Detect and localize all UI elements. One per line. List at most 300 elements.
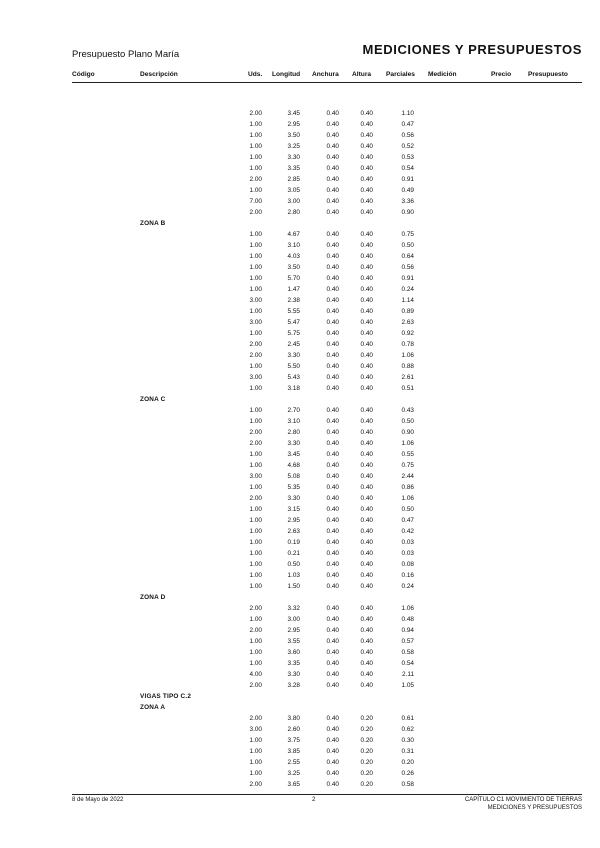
cell-anchura: 0.40 xyxy=(326,572,339,579)
cell-anchura: 0.40 xyxy=(326,264,339,271)
cell-longitud: 5.43 xyxy=(287,374,300,381)
section-label: ZONA A xyxy=(140,704,166,711)
cell-anchura: 0.40 xyxy=(326,737,339,744)
cell-anchura: 0.40 xyxy=(326,187,339,194)
table-row xyxy=(0,185,600,196)
cell-parciales: 0.47 xyxy=(401,517,414,524)
cell-altura: 0.40 xyxy=(360,110,373,117)
table-row xyxy=(0,262,600,273)
table-row xyxy=(0,152,600,163)
table-row xyxy=(0,416,600,427)
table-row xyxy=(0,174,600,185)
cell-altura: 0.40 xyxy=(360,330,373,337)
measurement-table xyxy=(0,97,600,790)
cell-uds: 2.00 xyxy=(249,352,262,359)
cell-longitud: 3.00 xyxy=(287,198,300,205)
cell-parciales: 1.06 xyxy=(401,605,414,612)
cell-altura: 0.40 xyxy=(360,297,373,304)
cell-uds: 1.00 xyxy=(249,649,262,656)
cell-longitud: 5.75 xyxy=(287,330,300,337)
table-row xyxy=(0,108,600,119)
cell-altura: 0.40 xyxy=(360,132,373,139)
cell-anchura: 0.40 xyxy=(326,715,339,722)
cell-parciales: 0.50 xyxy=(401,506,414,513)
cell-altura: 0.40 xyxy=(360,671,373,678)
cell-altura: 0.40 xyxy=(360,187,373,194)
cell-longitud: 3.50 xyxy=(287,264,300,271)
cell-altura: 0.40 xyxy=(360,583,373,590)
cell-parciales: 0.91 xyxy=(401,176,414,183)
cell-parciales: 0.78 xyxy=(401,341,414,348)
footer-divider xyxy=(72,794,582,795)
table-row xyxy=(0,768,600,779)
cell-uds: 1.00 xyxy=(249,572,262,579)
cell-uds: 1.00 xyxy=(249,660,262,667)
table-row xyxy=(0,361,600,372)
cell-uds: 1.00 xyxy=(249,462,262,469)
table-row xyxy=(0,273,600,284)
cell-parciales: 2.44 xyxy=(401,473,414,480)
cell-parciales: 0.43 xyxy=(401,407,414,414)
cell-uds: 1.00 xyxy=(249,154,262,161)
table-row xyxy=(0,504,600,515)
cell-anchura: 0.40 xyxy=(326,638,339,645)
cell-longitud: 3.30 xyxy=(287,671,300,678)
cell-anchura: 0.40 xyxy=(326,143,339,150)
table-row xyxy=(0,427,600,438)
cell-altura: 0.40 xyxy=(360,231,373,238)
cell-parciales: 2.63 xyxy=(401,319,414,326)
cell-anchura: 0.40 xyxy=(326,561,339,568)
table-row xyxy=(0,141,600,152)
cell-longitud: 3.85 xyxy=(287,748,300,755)
cell-longitud: 0.19 xyxy=(287,539,300,546)
cell-uds: 1.00 xyxy=(249,528,262,535)
cell-longitud: 3.18 xyxy=(287,385,300,392)
cell-longitud: 2.70 xyxy=(287,407,300,414)
table-row xyxy=(0,207,600,218)
cell-anchura: 0.40 xyxy=(326,198,339,205)
cell-longitud: 3.00 xyxy=(287,616,300,623)
column-header-uds: Uds. xyxy=(248,71,263,78)
cell-longitud: 2.95 xyxy=(287,121,300,128)
cell-longitud: 1.50 xyxy=(287,583,300,590)
cell-uds: 1.00 xyxy=(249,506,262,513)
cell-altura: 0.20 xyxy=(360,748,373,755)
cell-longitud: 3.28 xyxy=(287,682,300,689)
cell-altura: 0.20 xyxy=(360,715,373,722)
cell-parciales: 1.05 xyxy=(401,682,414,689)
cell-anchura: 0.40 xyxy=(326,341,339,348)
cell-uds: 2.00 xyxy=(249,605,262,612)
cell-anchura: 0.40 xyxy=(326,605,339,612)
cell-uds: 1.00 xyxy=(249,451,262,458)
cell-parciales: 0.57 xyxy=(401,638,414,645)
cell-altura: 0.20 xyxy=(360,770,373,777)
cell-altura: 0.20 xyxy=(360,726,373,733)
cell-anchura: 0.40 xyxy=(326,374,339,381)
column-header-longitud: Longitud xyxy=(272,71,301,78)
cell-longitud: 3.25 xyxy=(287,143,300,150)
cell-parciales: 0.56 xyxy=(401,264,414,271)
cell-parciales: 0.75 xyxy=(401,462,414,469)
table-row xyxy=(0,130,600,141)
cell-parciales: 0.90 xyxy=(401,209,414,216)
section-row xyxy=(0,702,600,713)
table-row xyxy=(0,119,600,130)
table-row xyxy=(0,647,600,658)
section-label: VIGAS TIPO C.2 xyxy=(140,693,192,700)
cell-longitud: 3.30 xyxy=(287,495,300,502)
footer-date: 8 de Mayo de 2022 xyxy=(72,797,124,803)
cell-altura: 0.40 xyxy=(360,121,373,128)
cell-uds: 1.00 xyxy=(249,308,262,315)
cell-parciales: 0.03 xyxy=(401,539,414,546)
cell-altura: 0.40 xyxy=(360,495,373,502)
footer-chapter xyxy=(465,797,582,812)
cell-anchura: 0.40 xyxy=(326,451,339,458)
cell-anchura: 0.40 xyxy=(326,726,339,733)
cell-longitud: 3.75 xyxy=(287,737,300,744)
cell-uds: 1.00 xyxy=(249,418,262,425)
cell-uds: 2.00 xyxy=(249,440,262,447)
cell-uds: 1.00 xyxy=(249,385,262,392)
cell-parciales: 1.10 xyxy=(401,110,414,117)
cell-parciales: 0.54 xyxy=(401,165,414,172)
cell-parciales: 0.56 xyxy=(401,132,414,139)
column-header-descripcion: Descripción xyxy=(140,71,178,78)
cell-anchura: 0.40 xyxy=(326,660,339,667)
cell-altura: 0.40 xyxy=(360,209,373,216)
cell-anchura: 0.40 xyxy=(326,517,339,524)
cell-uds: 1.00 xyxy=(249,517,262,524)
cell-parciales: 2.11 xyxy=(402,671,414,678)
cell-altura: 0.40 xyxy=(360,319,373,326)
cell-parciales: 0.24 xyxy=(401,583,414,590)
cell-uds: 2.00 xyxy=(249,495,262,502)
table-row xyxy=(0,163,600,174)
cell-longitud: 3.05 xyxy=(287,187,300,194)
cell-anchura: 0.40 xyxy=(326,627,339,634)
cell-altura: 0.40 xyxy=(360,385,373,392)
cell-parciales: 3.36 xyxy=(401,198,414,205)
table-row xyxy=(0,537,600,548)
cell-parciales: 0.86 xyxy=(401,484,414,491)
cell-uds: 7.00 xyxy=(249,198,262,205)
cell-anchura: 0.40 xyxy=(326,121,339,128)
column-header-medicion: Medición xyxy=(428,71,457,78)
cell-uds: 2.00 xyxy=(249,429,262,436)
cell-altura: 0.40 xyxy=(360,539,373,546)
section-label: ZONA D xyxy=(140,594,166,601)
cell-altura: 0.40 xyxy=(360,165,373,172)
cell-anchura: 0.40 xyxy=(326,286,339,293)
table-row xyxy=(0,438,600,449)
cell-anchura: 0.40 xyxy=(326,649,339,656)
cell-longitud: 3.50 xyxy=(287,132,300,139)
cell-altura: 0.40 xyxy=(360,352,373,359)
cell-parciales: 0.20 xyxy=(401,759,414,766)
cell-parciales: 1.06 xyxy=(401,495,414,502)
table-row xyxy=(0,658,600,669)
cell-altura: 0.40 xyxy=(360,616,373,623)
cell-longitud: 2.55 xyxy=(287,759,300,766)
cell-uds: 1.00 xyxy=(249,165,262,172)
table-row xyxy=(0,757,600,768)
cell-parciales: 0.30 xyxy=(401,737,414,744)
cell-longitud: 3.15 xyxy=(287,506,300,513)
table-row xyxy=(0,339,600,350)
cell-anchura: 0.40 xyxy=(326,429,339,436)
cell-altura: 0.40 xyxy=(360,275,373,282)
cell-altura: 0.40 xyxy=(360,627,373,634)
cell-longitud: 2.95 xyxy=(287,517,300,524)
table-row xyxy=(0,614,600,625)
cell-parciales: 0.26 xyxy=(401,770,414,777)
table-row xyxy=(0,328,600,339)
cell-altura: 0.40 xyxy=(360,242,373,249)
cell-altura: 0.40 xyxy=(360,550,373,557)
cell-uds: 1.00 xyxy=(249,275,262,282)
cell-longitud: 4.68 xyxy=(287,462,300,469)
column-header-codigo: Código xyxy=(72,71,95,78)
cell-uds: 3.00 xyxy=(249,726,262,733)
cell-altura: 0.40 xyxy=(360,374,373,381)
table-row xyxy=(0,383,600,394)
cell-uds: 2.00 xyxy=(249,715,262,722)
cell-altura: 0.40 xyxy=(360,561,373,568)
cell-altura: 0.40 xyxy=(360,484,373,491)
cell-uds: 1.00 xyxy=(249,143,262,150)
cell-parciales: 0.54 xyxy=(401,660,414,667)
section-label: ZONA B xyxy=(140,220,166,227)
cell-altura: 0.40 xyxy=(360,264,373,271)
cell-uds: 1.00 xyxy=(249,583,262,590)
cell-altura: 0.40 xyxy=(360,638,373,645)
cell-altura: 0.40 xyxy=(360,660,373,667)
cell-uds: 1.00 xyxy=(249,561,262,568)
cell-anchura: 0.40 xyxy=(326,385,339,392)
cell-anchura: 0.40 xyxy=(326,363,339,370)
table-row xyxy=(0,669,600,680)
table-row xyxy=(0,284,600,295)
cell-uds: 1.00 xyxy=(249,253,262,260)
table-row xyxy=(0,779,600,790)
cell-altura: 0.40 xyxy=(360,341,373,348)
cell-anchura: 0.40 xyxy=(326,407,339,414)
cell-longitud: 5.47 xyxy=(287,319,300,326)
cell-uds: 2.00 xyxy=(249,682,262,689)
cell-uds: 1.00 xyxy=(249,121,262,128)
cell-uds: 2.00 xyxy=(249,627,262,634)
cell-anchura: 0.40 xyxy=(326,242,339,249)
cell-longitud: 3.25 xyxy=(287,770,300,777)
cell-parciales: 0.58 xyxy=(401,781,414,788)
cell-anchura: 0.40 xyxy=(326,616,339,623)
cell-longitud: 3.30 xyxy=(287,352,300,359)
table-row xyxy=(0,482,600,493)
cell-altura: 0.40 xyxy=(360,572,373,579)
cell-longitud: 3.10 xyxy=(287,418,300,425)
cell-altura: 0.40 xyxy=(360,253,373,260)
cell-longitud: 0.21 xyxy=(287,550,300,557)
blank-row xyxy=(0,97,600,108)
table-row xyxy=(0,559,600,570)
cell-altura: 0.40 xyxy=(360,154,373,161)
cell-longitud: 3.80 xyxy=(287,715,300,722)
cell-longitud: 5.08 xyxy=(287,473,300,480)
cell-altura: 0.40 xyxy=(360,198,373,205)
cell-anchura: 0.40 xyxy=(326,759,339,766)
cell-parciales: 0.92 xyxy=(401,330,414,337)
cell-anchura: 0.40 xyxy=(326,110,339,117)
cell-parciales: 0.64 xyxy=(401,253,414,260)
cell-longitud: 5.50 xyxy=(287,363,300,370)
cell-parciales: 0.55 xyxy=(401,451,414,458)
footer-chapter-line2: MEDICIONES Y PRESUPUESTOS xyxy=(487,804,582,811)
cell-longitud: 3.30 xyxy=(287,154,300,161)
cell-anchura: 0.40 xyxy=(326,682,339,689)
cell-longitud: 2.95 xyxy=(287,627,300,634)
section-row xyxy=(0,592,600,603)
cell-altura: 0.40 xyxy=(360,407,373,414)
table-row xyxy=(0,372,600,383)
cell-altura: 0.20 xyxy=(360,737,373,744)
cell-uds: 1.00 xyxy=(249,638,262,645)
cell-uds: 1.00 xyxy=(249,286,262,293)
cell-altura: 0.40 xyxy=(360,363,373,370)
cell-anchura: 0.40 xyxy=(326,440,339,447)
cell-anchura: 0.40 xyxy=(326,781,339,788)
cell-parciales: 0.03 xyxy=(401,550,414,557)
cell-altura: 0.40 xyxy=(360,429,373,436)
cell-uds: 1.00 xyxy=(249,132,262,139)
cell-longitud: 2.80 xyxy=(287,209,300,216)
table-row xyxy=(0,570,600,581)
cell-longitud: 3.10 xyxy=(287,242,300,249)
cell-anchura: 0.40 xyxy=(326,209,339,216)
section-row xyxy=(0,218,600,229)
column-header-anchura: Anchura xyxy=(312,71,339,78)
cell-uds: 4.00 xyxy=(249,671,262,678)
table-row xyxy=(0,581,600,592)
cell-parciales: 0.42 xyxy=(401,528,414,535)
cell-parciales: 0.50 xyxy=(401,418,414,425)
cell-anchura: 0.40 xyxy=(326,462,339,469)
cell-parciales: 0.51 xyxy=(401,385,414,392)
cell-altura: 0.40 xyxy=(360,418,373,425)
cell-longitud: 3.60 xyxy=(287,649,300,656)
cell-longitud: 3.32 xyxy=(287,605,300,612)
table-row xyxy=(0,350,600,361)
cell-parciales: 0.08 xyxy=(401,561,414,568)
cell-parciales: 0.31 xyxy=(401,748,414,755)
table-row xyxy=(0,724,600,735)
cell-parciales: 0.49 xyxy=(401,187,414,194)
cell-anchura: 0.40 xyxy=(326,231,339,238)
table-row xyxy=(0,625,600,636)
cell-uds: 1.00 xyxy=(249,187,262,194)
cell-anchura: 0.40 xyxy=(326,473,339,480)
table-row xyxy=(0,735,600,746)
cell-anchura: 0.40 xyxy=(326,583,339,590)
cell-longitud: 2.85 xyxy=(287,176,300,183)
cell-parciales: 0.88 xyxy=(401,363,414,370)
column-header-altura: Altura xyxy=(352,71,372,78)
cell-uds: 1.00 xyxy=(249,616,262,623)
cell-anchura: 0.40 xyxy=(326,671,339,678)
table-row xyxy=(0,471,600,482)
table-row xyxy=(0,306,600,317)
page-number: 2 xyxy=(312,797,316,803)
cell-uds: 2.00 xyxy=(249,781,262,788)
cell-longitud: 5.55 xyxy=(287,308,300,315)
cell-anchura: 0.40 xyxy=(326,748,339,755)
cell-parciales: 0.94 xyxy=(401,627,414,634)
cell-parciales: 0.75 xyxy=(401,231,414,238)
cell-longitud: 2.45 xyxy=(287,341,300,348)
cell-uds: 1.00 xyxy=(249,330,262,337)
table-row xyxy=(0,460,600,471)
cell-parciales: 0.16 xyxy=(401,572,414,579)
cell-parciales: 0.91 xyxy=(401,275,414,282)
cell-longitud: 3.45 xyxy=(287,110,300,117)
cell-parciales: 0.89 xyxy=(401,308,414,315)
cell-uds: 3.00 xyxy=(249,297,262,304)
cell-altura: 0.40 xyxy=(360,308,373,315)
cell-altura: 0.40 xyxy=(360,451,373,458)
cell-longitud: 0.50 xyxy=(287,561,300,568)
table-row xyxy=(0,713,600,724)
cell-longitud: 2.80 xyxy=(287,429,300,436)
table-row xyxy=(0,526,600,537)
cell-parciales: 1.06 xyxy=(401,352,414,359)
cell-parciales: 0.24 xyxy=(401,286,414,293)
cell-uds: 2.00 xyxy=(249,176,262,183)
footer-chapter-line1: CAPÍTULO C1 MOVIMIENTO DE TIERRAS xyxy=(464,797,582,803)
cell-uds: 1.00 xyxy=(249,770,262,777)
cell-uds: 3.00 xyxy=(249,374,262,381)
column-header-presupuesto: Presupuesto xyxy=(528,71,568,78)
cell-longitud: 3.30 xyxy=(287,440,300,447)
cell-longitud: 5.70 xyxy=(287,275,300,282)
column-header-precio: Precio xyxy=(491,71,512,78)
cell-parciales: 0.53 xyxy=(401,154,414,161)
cell-anchura: 0.40 xyxy=(326,506,339,513)
cell-longitud: 1.03 xyxy=(287,572,300,579)
cell-uds: 1.00 xyxy=(249,759,262,766)
cell-uds: 1.00 xyxy=(249,748,262,755)
table-row xyxy=(0,251,600,262)
cell-anchura: 0.40 xyxy=(326,132,339,139)
cell-anchura: 0.40 xyxy=(326,550,339,557)
cell-uds: 1.00 xyxy=(249,264,262,271)
table-row xyxy=(0,449,600,460)
cell-anchura: 0.40 xyxy=(326,165,339,172)
cell-longitud: 3.35 xyxy=(287,165,300,172)
cell-altura: 0.40 xyxy=(360,286,373,293)
project-name: Presupuesto Plano María xyxy=(72,49,180,60)
cell-parciales: 0.52 xyxy=(401,143,414,150)
cell-longitud: 2.63 xyxy=(287,528,300,535)
cell-uds: 1.00 xyxy=(249,407,262,414)
cell-parciales: 0.90 xyxy=(401,429,414,436)
cell-parciales: 0.58 xyxy=(401,649,414,656)
cell-longitud: 3.55 xyxy=(287,638,300,645)
cell-longitud: 4.67 xyxy=(287,231,300,238)
cell-anchura: 0.40 xyxy=(326,275,339,282)
table-row xyxy=(0,603,600,614)
